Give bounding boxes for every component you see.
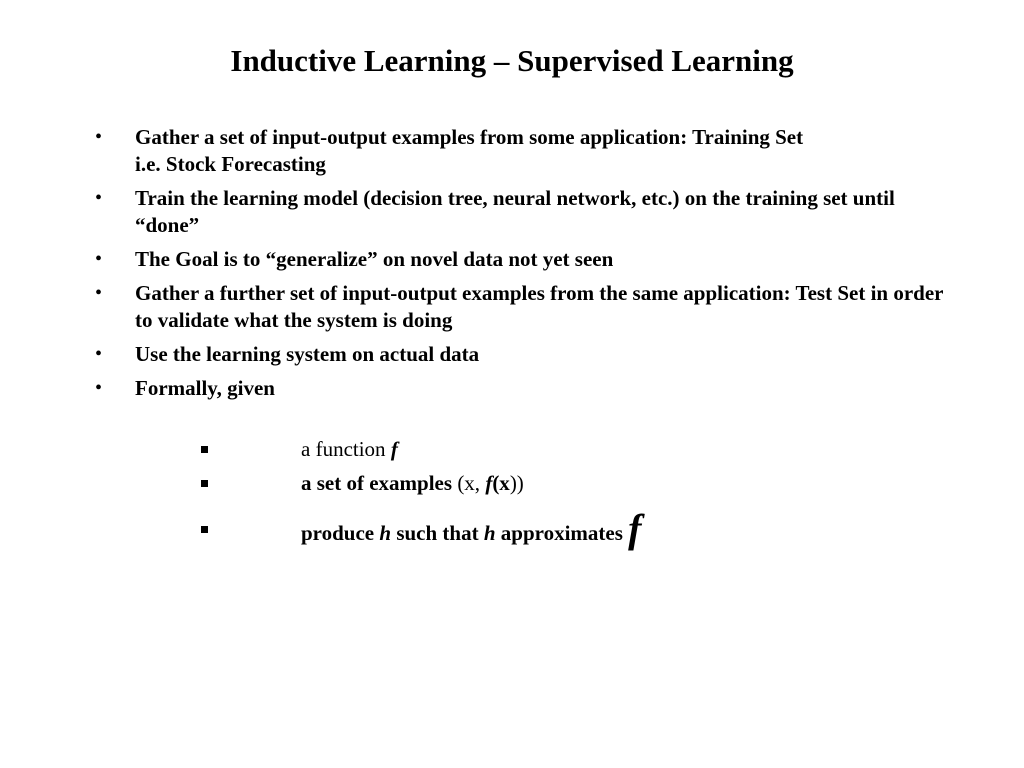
sub-item-produce — [199, 504, 899, 554]
paren-close: )) — [509, 471, 524, 495]
bullet-list — [95, 124, 955, 409]
bullet-text: Gather a further set of input-output examples from the same application: Test Set in order to validate what the system is doing — [135, 281, 944, 332]
bullet-text: Gather a set of input-output examples from some application: Training Set — [135, 125, 804, 149]
bullet-icon: • — [95, 187, 103, 209]
bullet-item-goal — [95, 246, 955, 273]
sub-item-text: a function — [301, 437, 391, 461]
bullet-icon: • — [95, 282, 103, 304]
variable-f-large: f — [628, 506, 642, 551]
sub-item-function — [199, 436, 899, 463]
sub-bullet-list — [199, 436, 899, 561]
variable-f: f — [390, 437, 398, 461]
variable-h: h — [483, 521, 496, 545]
sub-item-text-mid: such that — [391, 521, 484, 545]
paren-open: (x, — [452, 471, 486, 495]
sub-item-examples — [199, 470, 899, 497]
bullet-icon: • — [95, 343, 103, 365]
bullet-icon: • — [95, 126, 103, 148]
bullet-text: The Goal is to “generalize” on novel data not yet seen — [135, 247, 614, 271]
variable-f: f — [485, 471, 493, 495]
bullet-item-actual-data — [95, 341, 955, 368]
bullet-icon: • — [95, 248, 103, 270]
square-bullet-icon — [201, 446, 208, 453]
bullet-item-training-set — [95, 124, 955, 178]
bullet-text: Train the learning model (decision tree, neural network, etc.) on the training set until “done” — [135, 186, 895, 237]
square-bullet-icon — [201, 526, 208, 533]
square-bullet-icon — [201, 480, 208, 487]
bullet-text: Use the learning system on actual data — [135, 342, 480, 366]
bullet-item-test-set — [95, 280, 955, 334]
bullet-item-formally — [95, 375, 955, 402]
sub-item-text-end: approximates — [495, 521, 629, 545]
paren-arg: (x — [492, 471, 510, 495]
variable-h: h — [379, 521, 392, 545]
bullet-item-train-model — [95, 185, 955, 239]
slide-title: Inductive Learning – Supervised Learning — [230, 43, 794, 78]
bullet-text-example: i.e. Stock Forecasting — [135, 152, 326, 176]
bullet-text: Formally, given — [135, 376, 275, 400]
sub-item-text: a set of examples — [301, 471, 453, 495]
bullet-icon: • — [95, 377, 103, 399]
sub-item-text: produce — [301, 521, 380, 545]
